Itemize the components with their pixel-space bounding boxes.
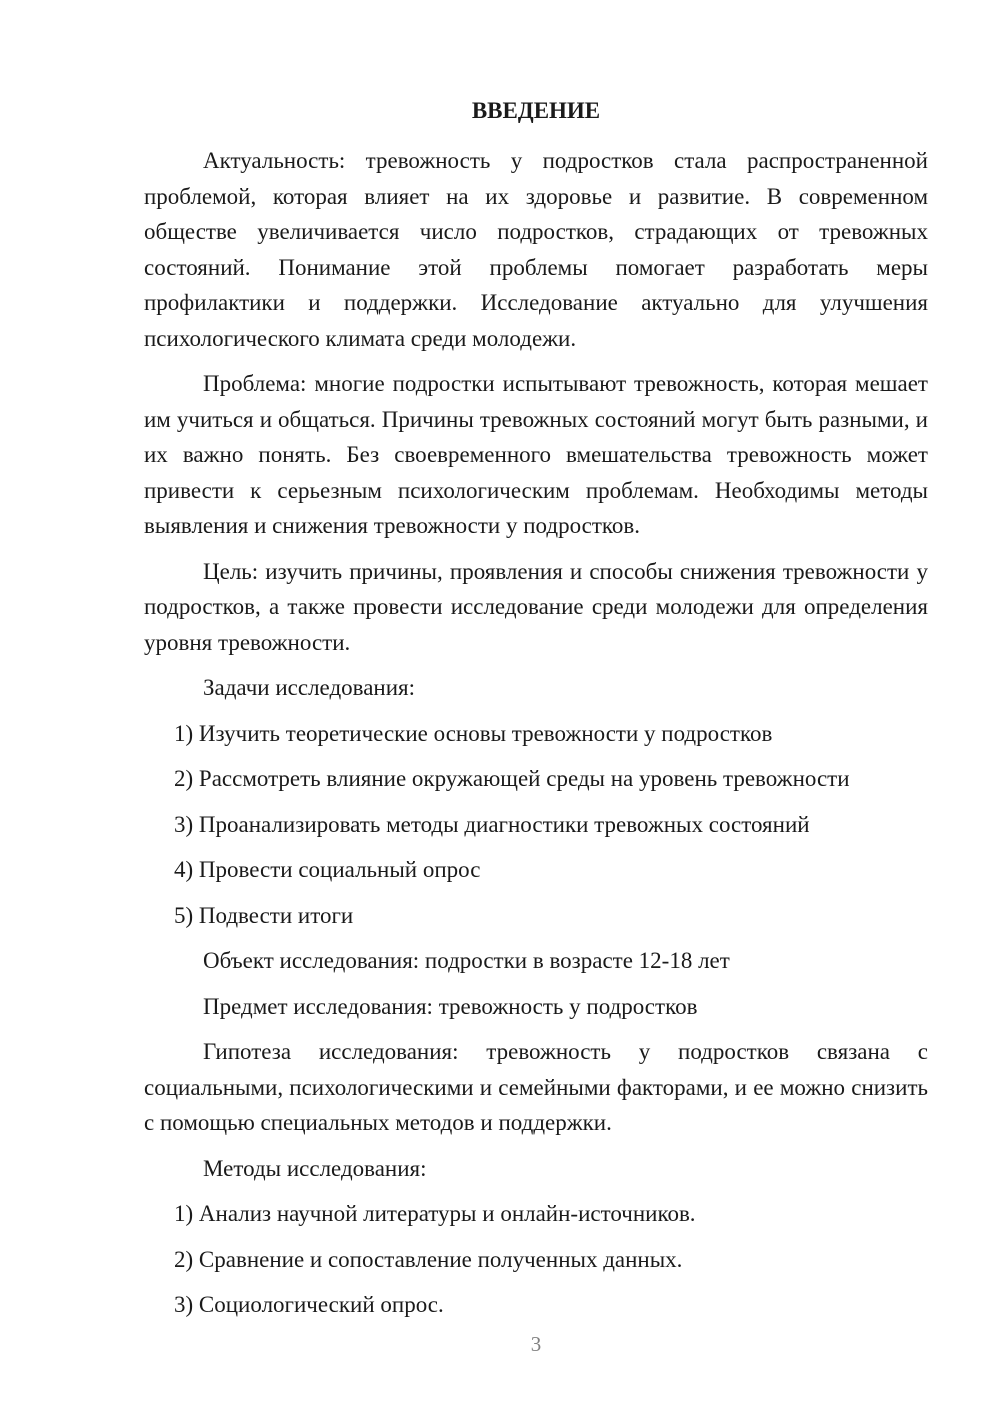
page-number: 3 (530, 1332, 542, 1356)
relevance-paragraph: Актуальность: тревожность у подростков стала распространенной проблемой, которая влияет на их здоровье и развитие. В современном обществе увеличивается число подростков, страдающих от тревожных состояний. Понимание этой проблемы помогает разработать меры профилактики и поддержки. Исследование актуально для улучшения психологического климата среди молодежи. (144, 148, 928, 351)
document-body (144, 143, 928, 1333)
page-title: ВВЕДЕНИЕ (471, 98, 601, 123)
object-line: Объект исследования: подростки в возрасте 12-18 лет (203, 948, 730, 973)
method-item: 3) Социологический опрос. (174, 1292, 444, 1317)
tasks-heading: Задачи исследования: (203, 675, 416, 700)
problem-paragraph: Проблема: многие подростки испытывают тревожность, которая мешает им учиться и общаться. Причины тревожных состояний могут быть разными, и их важно понять. Без своевременного вмешательства тревожность может привести к серьезным психологическим проблемам. Необходимы методы выявления и снижения тревожности у подростков. (144, 371, 928, 538)
task-item: 1) Изучить теоретические основы тревожности у подростков (174, 720, 773, 746)
document-page (144, 0, 928, 1414)
task-item: 4) Провести социальный опрос (174, 857, 481, 882)
subject-line: Предмет исследования: тревожность у подростков (203, 993, 698, 1019)
goal-paragraph: Цель: изучить причины, проявления и способы снижения тревожности у подростков, а также провести исследование среди молодежи для определения уровня тревожности. (144, 558, 928, 655)
methods-heading: Методы исследования: (203, 1155, 427, 1181)
task-item: 5) Подвести итоги (174, 902, 354, 928)
task-item: 3) Проанализировать методы диагностики тревожных состояний (174, 811, 810, 837)
task-item: 2) Рассмотреть влияние окружающей среды на уровень тревожности (174, 766, 850, 791)
hypothesis-paragraph: Гипотеза исследования: тревожность у подростков связана с социальными, психологическими и семейными факторами, и ее можно снизить с помощью специальных методов и поддержки. (144, 1039, 928, 1135)
method-item: 1) Анализ научной литературы и онлайн-источников. (174, 1201, 696, 1226)
method-item: 2) Сравнение и сопоставление полученных данных. (174, 1246, 683, 1272)
